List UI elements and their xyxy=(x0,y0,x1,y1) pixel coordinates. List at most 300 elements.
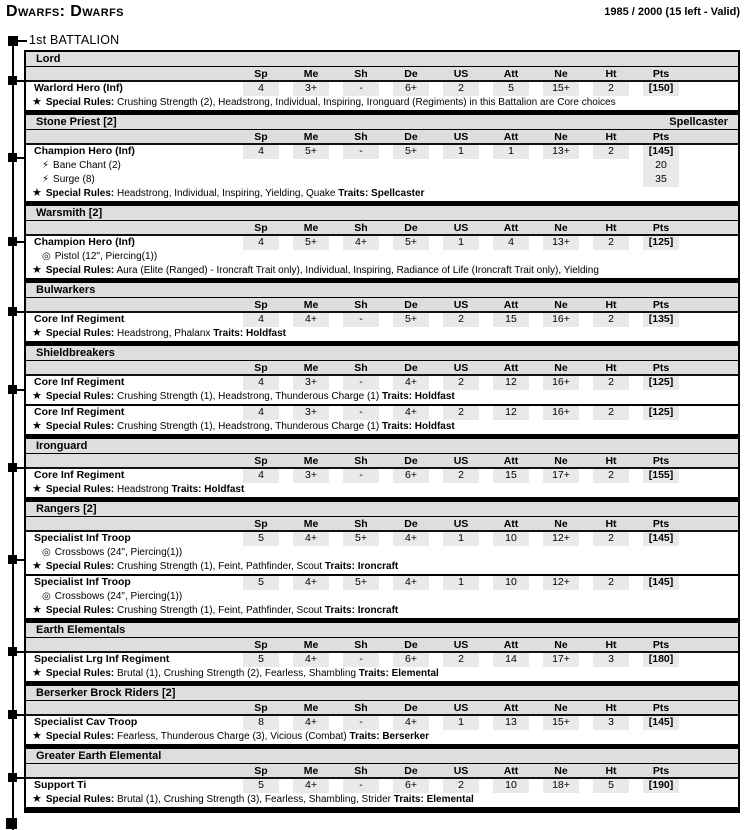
unit-traits: Traits: Holdfast xyxy=(171,484,245,495)
section-node-icon xyxy=(8,555,17,564)
col-header-de: De xyxy=(404,702,418,714)
col-header-ne: Ne xyxy=(554,455,568,467)
stat-att: 1 xyxy=(493,145,529,159)
col-header-ne: Ne xyxy=(554,299,568,311)
col-header-ne: Ne xyxy=(554,131,568,143)
col-header-end-spacer xyxy=(686,298,738,312)
stat-de: 4+ xyxy=(393,406,429,420)
stat-de: 4+ xyxy=(393,576,429,590)
stat-att: 15 xyxy=(493,313,529,327)
unit-name: Core Inf Regiment xyxy=(34,313,125,325)
stat-sp: 4 xyxy=(243,469,279,483)
stat-pts: [155] xyxy=(643,469,679,483)
col-header-me: Me xyxy=(303,68,319,80)
stat-pts: [180] xyxy=(643,653,679,667)
unit-entry xyxy=(26,404,738,434)
stat-sh: - xyxy=(343,779,379,793)
stat-pts: [145] xyxy=(643,716,679,730)
col-header-me: Me xyxy=(303,455,319,467)
stat-sh: 5+ xyxy=(343,576,379,590)
col-header-att: Att xyxy=(503,518,519,530)
unit-entry xyxy=(26,376,738,404)
special-rules-text: Fearless, Thunderous Charge (3), Vicious (Combat) xyxy=(114,731,350,742)
col-header-de: De xyxy=(404,222,418,234)
battalion-node-icon xyxy=(8,36,18,46)
unit-entry xyxy=(26,716,738,744)
section-node-icon xyxy=(8,647,17,656)
col-header-ne: Ne xyxy=(554,68,568,80)
stat-de: 6+ xyxy=(393,469,429,483)
col-header-spacer xyxy=(26,517,236,531)
special-rules-text: Headstrong xyxy=(114,484,172,495)
section-title: Bulwarkers xyxy=(36,284,96,296)
stat-me: 4+ xyxy=(293,653,329,667)
section-title: Warsmith [2] xyxy=(36,207,103,219)
star-icon: ★ xyxy=(32,604,42,616)
stat-sp: 4 xyxy=(243,145,279,159)
unit-row[interactable] xyxy=(26,313,738,327)
unit-name: Core Inf Regiment xyxy=(34,376,125,388)
special-rules-label: Special Rules: xyxy=(45,794,115,805)
stat-me: 4+ xyxy=(293,532,329,546)
unit-row[interactable] xyxy=(26,653,738,667)
col-header-me: Me xyxy=(303,222,319,234)
row-end-spacer xyxy=(686,716,738,730)
section-node-icon xyxy=(8,307,17,316)
item-points xyxy=(643,590,679,604)
stat-sp: 5 xyxy=(243,532,279,546)
section-header xyxy=(26,206,738,221)
col-header-end-spacer xyxy=(686,361,738,375)
stat-sp: 4 xyxy=(243,313,279,327)
row-end-spacer xyxy=(686,532,738,546)
stat-us: 1 xyxy=(443,145,479,159)
section-header xyxy=(26,346,738,361)
stat-ne: 16+ xyxy=(543,376,579,390)
stat-me: 3+ xyxy=(293,376,329,390)
stat-ht: 2 xyxy=(593,236,629,250)
stat-pts: [190] xyxy=(643,779,679,793)
row-end-spacer xyxy=(686,576,738,590)
stat-ne: 12+ xyxy=(543,532,579,546)
stat-att: 10 xyxy=(493,576,529,590)
stat-us: 1 xyxy=(443,576,479,590)
col-header-sp: Sp xyxy=(254,518,268,530)
stat-us: 2 xyxy=(443,406,479,420)
stat-sh: - xyxy=(343,376,379,390)
item-name: ◎ Crossbows (24", Piercing(1)) xyxy=(42,591,183,602)
row-end-spacer xyxy=(686,406,738,420)
col-header-spacer xyxy=(26,361,236,375)
col-header-pts: Pts xyxy=(652,702,670,714)
col-header-spacer xyxy=(26,701,236,715)
special-rules-text: Crushing Strength (1), Headstrong, Thunderous Charge (1) xyxy=(114,421,382,432)
special-rules-label: Special Rules: xyxy=(45,731,115,742)
army-list xyxy=(24,50,740,813)
stat-att: 10 xyxy=(493,532,529,546)
special-rules-text: Headstrong, Phalanx xyxy=(114,328,214,339)
stat-ht: 5 xyxy=(593,779,629,793)
special-rules-row xyxy=(26,327,738,341)
section-node-icon xyxy=(8,463,17,472)
col-header-de: De xyxy=(404,518,418,530)
stat-column-headers xyxy=(26,221,738,236)
unit-traits: Traits: Berserker xyxy=(349,731,430,742)
unit-row[interactable] xyxy=(26,82,738,96)
row-end-spacer xyxy=(686,313,738,327)
stat-sh: 5+ xyxy=(343,532,379,546)
item-points xyxy=(643,250,679,264)
star-icon: ★ xyxy=(32,483,42,495)
stat-us: 2 xyxy=(443,779,479,793)
col-header-end-spacer xyxy=(686,221,738,235)
stat-ne: 13+ xyxy=(543,145,579,159)
unit-traits: Traits: Ironcraft xyxy=(324,561,399,572)
col-header-me: Me xyxy=(303,299,319,311)
section-shieldbreakers xyxy=(26,346,738,434)
unit-traits: Traits: Holdfast xyxy=(381,421,455,432)
section-header xyxy=(26,623,738,638)
unit-name: Champion Hero (Inf) xyxy=(34,145,135,157)
unit-entry xyxy=(26,236,738,278)
section-earth-elementals xyxy=(26,623,738,681)
stat-de: 4+ xyxy=(393,376,429,390)
stat-sh: - xyxy=(343,82,379,96)
col-header-ht: Ht xyxy=(605,299,617,311)
col-header-ht: Ht xyxy=(605,518,617,530)
stat-ht: 2 xyxy=(593,576,629,590)
stat-pts: [125] xyxy=(643,406,679,420)
col-header-sh: Sh xyxy=(354,131,368,143)
special-rules-row xyxy=(26,730,738,744)
stat-sh: - xyxy=(343,653,379,667)
unit-row[interactable] xyxy=(26,576,738,590)
army-title: Dwarfs: Dwarfs xyxy=(6,3,124,20)
unit-entry xyxy=(26,469,738,497)
star-icon: ★ xyxy=(32,390,42,402)
unit-row[interactable] xyxy=(26,145,738,159)
section-bulwarkers xyxy=(26,283,738,341)
col-header-end-spacer xyxy=(686,764,738,778)
special-rules-text: Crushing Strength (1), Feint, Pathfinder, Scout xyxy=(114,561,325,572)
unit-row[interactable] xyxy=(26,236,738,250)
ranged-weapon-icon: ◎ xyxy=(42,547,51,558)
stat-ne: 12+ xyxy=(543,576,579,590)
unit-traits: Traits: Ironcraft xyxy=(324,605,399,616)
col-header-sh: Sh xyxy=(354,765,368,777)
special-rules-row xyxy=(26,390,738,404)
col-header-end-spacer xyxy=(686,454,738,468)
col-header-att: Att xyxy=(503,222,519,234)
col-header-de: De xyxy=(404,455,418,467)
col-header-me: Me xyxy=(303,765,319,777)
stat-us: 2 xyxy=(443,313,479,327)
stat-ht: 2 xyxy=(593,469,629,483)
col-header-ht: Ht xyxy=(605,222,617,234)
stat-ht: 2 xyxy=(593,82,629,96)
stat-column-headers xyxy=(26,67,738,82)
unit-name: Support Ti xyxy=(34,779,87,791)
section-node-icon xyxy=(8,773,17,782)
special-rules-label: Special Rules: xyxy=(45,561,115,572)
row-end-spacer xyxy=(686,546,738,560)
col-header-att: Att xyxy=(503,455,519,467)
star-icon: ★ xyxy=(32,96,42,108)
col-header-ne: Ne xyxy=(554,765,568,777)
col-header-att: Att xyxy=(503,702,519,714)
col-header-de: De xyxy=(404,362,418,374)
special-rules-row xyxy=(26,483,738,497)
row-end-spacer xyxy=(686,250,738,264)
col-header-pts: Pts xyxy=(652,455,670,467)
stat-att: 12 xyxy=(493,376,529,390)
col-header-att: Att xyxy=(503,765,519,777)
stat-ne: 15+ xyxy=(543,82,579,96)
stat-me: 3+ xyxy=(293,469,329,483)
col-header-ht: Ht xyxy=(605,362,617,374)
col-header-me: Me xyxy=(303,702,319,714)
stat-ht: 2 xyxy=(593,145,629,159)
stat-ne: 17+ xyxy=(543,469,579,483)
col-header-sp: Sp xyxy=(254,765,268,777)
unit-entry xyxy=(26,779,738,807)
section-title: Stone Priest [2] xyxy=(36,116,117,128)
col-header-us: US xyxy=(453,68,469,80)
col-header-att: Att xyxy=(503,299,519,311)
col-header-sp: Sp xyxy=(254,702,268,714)
stat-column-headers xyxy=(26,361,738,376)
special-rules-row xyxy=(26,420,738,434)
col-header-de: De xyxy=(404,765,418,777)
stat-pts: [135] xyxy=(643,313,679,327)
col-header-sp: Sp xyxy=(254,68,268,80)
col-header-sh: Sh xyxy=(354,639,368,651)
special-rules-label: Special Rules: xyxy=(45,265,115,276)
special-rules-text: Headstrong, Individual, Inspiring, Yielding, Quake xyxy=(114,188,339,199)
unit-traits: Traits: Elemental xyxy=(358,668,439,679)
stat-us: 1 xyxy=(443,532,479,546)
unit-row[interactable] xyxy=(26,376,738,390)
stat-me: 3+ xyxy=(293,406,329,420)
stat-ht: 2 xyxy=(593,532,629,546)
item-points: 20 xyxy=(643,159,679,173)
stat-column-headers xyxy=(26,454,738,469)
section-header xyxy=(26,283,738,298)
col-header-ne: Ne xyxy=(554,702,568,714)
unit-row[interactable] xyxy=(26,532,738,546)
col-header-me: Me xyxy=(303,518,319,530)
col-header-sp: Sp xyxy=(254,299,268,311)
stat-att: 12 xyxy=(493,406,529,420)
stat-me: 4+ xyxy=(293,716,329,730)
unit-name: Core Inf Regiment xyxy=(34,469,125,481)
col-header-pts: Pts xyxy=(652,68,670,80)
col-header-de: De xyxy=(404,68,418,80)
special-rules-label: Special Rules: xyxy=(45,188,115,199)
section-role-tag: Spellcaster xyxy=(669,116,728,128)
star-icon: ★ xyxy=(32,264,42,276)
unit-row[interactable] xyxy=(26,406,738,420)
next-battalion-node-icon xyxy=(6,818,17,829)
special-rules-text: Crushing Strength (2), Headstrong, Individual, Inspiring, Ironguard (Regiments) in this Battalion are Core choices xyxy=(114,97,616,108)
ranged-weapon-icon: ◎ xyxy=(42,591,51,602)
stat-de: 5+ xyxy=(393,313,429,327)
item-points: 35 xyxy=(643,173,679,187)
stat-pts: [145] xyxy=(643,532,679,546)
special-rules-label: Special Rules: xyxy=(45,97,115,108)
unit-row[interactable] xyxy=(26,779,738,793)
col-header-spacer xyxy=(26,764,236,778)
col-header-de: De xyxy=(404,299,418,311)
section-greater-earth-elemental xyxy=(26,749,738,807)
stat-pts: [125] xyxy=(643,236,679,250)
col-header-ht: Ht xyxy=(605,702,617,714)
col-header-att: Att xyxy=(503,362,519,374)
col-header-ne: Ne xyxy=(554,639,568,651)
stat-column-headers xyxy=(26,517,738,532)
unit-entry xyxy=(26,82,738,110)
unit-item-row xyxy=(26,159,738,173)
section-header xyxy=(26,52,738,67)
stat-sh: - xyxy=(343,406,379,420)
col-header-sh: Sh xyxy=(354,702,368,714)
special-rules-text: Crushing Strength (1), Headstrong, Thunderous Charge (1) xyxy=(114,391,382,402)
unit-row[interactable] xyxy=(26,716,738,730)
ranged-weapon-icon: ◎ xyxy=(42,251,51,262)
special-rules-text: Brutal (1), Crushing Strength (3), Fearless, Shambling, Strider xyxy=(114,794,394,805)
section-ironguard xyxy=(26,439,738,497)
star-icon: ★ xyxy=(32,560,42,572)
col-header-de: De xyxy=(404,639,418,651)
section-header xyxy=(26,749,738,764)
stat-sp: 8 xyxy=(243,716,279,730)
col-header-pts: Pts xyxy=(652,222,670,234)
col-header-de: De xyxy=(404,131,418,143)
section-title: Earth Elementals xyxy=(36,624,126,636)
section-node-icon xyxy=(8,710,17,719)
stat-me: 4+ xyxy=(293,779,329,793)
stat-us: 2 xyxy=(443,376,479,390)
col-header-sp: Sp xyxy=(254,131,268,143)
stat-us: 2 xyxy=(443,653,479,667)
col-header-spacer xyxy=(26,130,236,144)
star-icon: ★ xyxy=(32,667,42,679)
col-header-spacer xyxy=(26,638,236,652)
unit-name: Specialist Lrg Inf Regiment xyxy=(34,653,170,665)
col-header-end-spacer xyxy=(686,517,738,531)
section-node-icon xyxy=(8,153,17,162)
col-header-pts: Pts xyxy=(652,362,670,374)
unit-item-row xyxy=(26,546,738,560)
unit-item-row xyxy=(26,250,738,264)
section-berserker-brock-riders-2 xyxy=(26,686,738,744)
col-header-us: US xyxy=(453,518,469,530)
col-header-ht: Ht xyxy=(605,68,617,80)
stat-ne: 17+ xyxy=(543,653,579,667)
stat-column-headers xyxy=(26,764,738,779)
section-title: Shieldbreakers xyxy=(36,347,115,359)
col-header-us: US xyxy=(453,455,469,467)
section-header xyxy=(26,686,738,701)
stat-att: 14 xyxy=(493,653,529,667)
col-header-us: US xyxy=(453,131,469,143)
stat-ne: 15+ xyxy=(543,716,579,730)
col-header-ne: Ne xyxy=(554,362,568,374)
stat-ht: 2 xyxy=(593,313,629,327)
section-title: Rangers [2] xyxy=(36,503,97,515)
battalion-label[interactable]: 1st BATTALION xyxy=(29,33,120,47)
special-rules-row xyxy=(26,667,738,681)
special-rules-text: Brutal (1), Crushing Strength (2), Fearless, Shambling xyxy=(114,668,359,679)
col-header-spacer xyxy=(26,454,236,468)
col-header-sh: Sh xyxy=(354,518,368,530)
special-rules-label: Special Rules: xyxy=(45,668,115,679)
stat-sh: - xyxy=(343,716,379,730)
col-header-us: US xyxy=(453,222,469,234)
stat-pts: [145] xyxy=(643,576,679,590)
stat-att: 4 xyxy=(493,236,529,250)
col-header-ht: Ht xyxy=(605,765,617,777)
col-header-me: Me xyxy=(303,131,319,143)
stat-ne: 18+ xyxy=(543,779,579,793)
col-header-spacer xyxy=(26,221,236,235)
stat-att: 15 xyxy=(493,469,529,483)
stat-de: 6+ xyxy=(393,779,429,793)
stat-sp: 5 xyxy=(243,576,279,590)
section-title: Lord xyxy=(36,53,61,65)
stat-de: 5+ xyxy=(393,236,429,250)
unit-row[interactable] xyxy=(26,469,738,483)
stat-us: 2 xyxy=(443,469,479,483)
unit-name: Champion Hero (Inf) xyxy=(34,236,135,248)
col-header-ht: Ht xyxy=(605,455,617,467)
special-rules-row xyxy=(26,96,738,110)
star-icon: ★ xyxy=(32,730,42,742)
special-rules-text: Aura (Elite (Ranged) - Ironcraft Trait only), Individual, Inspiring, Radiance of Life (Ironcraft Trait only), Yielding xyxy=(114,265,599,276)
section-title: Berserker Brock Riders [2] xyxy=(36,687,176,699)
points-summary: 1985 / 2000 (15 left - Valid) xyxy=(604,6,740,18)
section-node-icon xyxy=(8,237,17,246)
stat-att: 10 xyxy=(493,779,529,793)
row-end-spacer xyxy=(686,145,738,159)
unit-name: Specialist Inf Troop xyxy=(34,576,131,588)
row-end-spacer xyxy=(686,590,738,604)
row-end-spacer xyxy=(686,779,738,793)
stat-ht: 3 xyxy=(593,653,629,667)
stat-de: 4+ xyxy=(393,532,429,546)
stat-me: 5+ xyxy=(293,145,329,159)
col-header-us: US xyxy=(453,639,469,651)
col-header-end-spacer xyxy=(686,67,738,81)
col-header-me: Me xyxy=(303,639,319,651)
col-header-ne: Ne xyxy=(554,518,568,530)
stat-column-headers xyxy=(26,130,738,145)
section-lord xyxy=(26,52,738,110)
col-header-pts: Pts xyxy=(652,765,670,777)
stat-de: 6+ xyxy=(393,653,429,667)
stat-pts: [150] xyxy=(643,82,679,96)
col-header-att: Att xyxy=(503,131,519,143)
unit-name: Warlord Hero (Inf) xyxy=(34,82,123,94)
item-points xyxy=(643,546,679,560)
stat-sp: 4 xyxy=(243,406,279,420)
special-rules-row xyxy=(26,604,738,618)
col-header-sp: Sp xyxy=(254,362,268,374)
col-header-us: US xyxy=(453,362,469,374)
stat-us: 2 xyxy=(443,82,479,96)
stat-column-headers xyxy=(26,298,738,313)
star-icon: ★ xyxy=(32,327,42,339)
